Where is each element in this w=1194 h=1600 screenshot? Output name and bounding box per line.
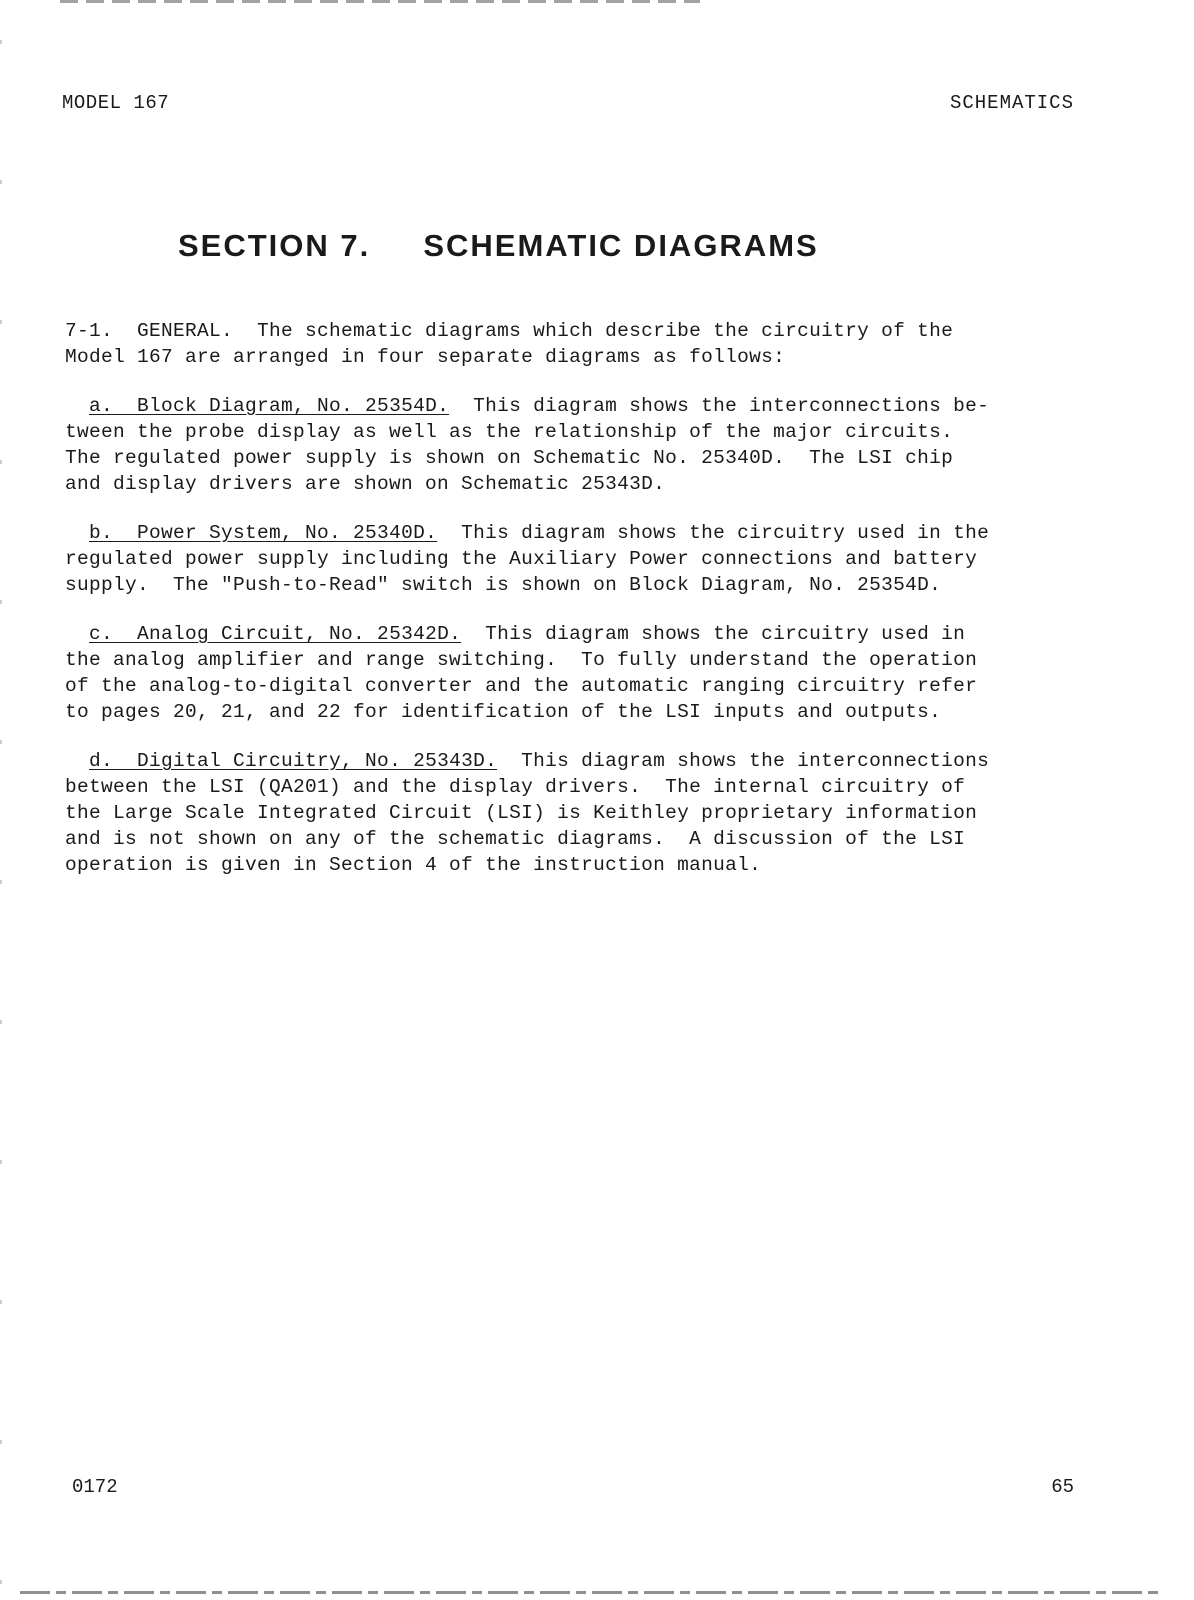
list-item-block-diagram bbox=[65, 393, 1085, 497]
list-item-indent bbox=[65, 522, 89, 544]
running-header-section: SCHEMATICS bbox=[949, 92, 1074, 114]
general-lead: 7-1. GENERAL. bbox=[65, 320, 234, 342]
list-item-body: regulated power supply including the Auxiliary Power connections and battery supply. The "Push-to-Read" switch is shown on Block Diagram, No. 25354D. bbox=[65, 548, 978, 596]
list-item-heading: d. Digital Circuitry, No. 25343D. bbox=[89, 750, 498, 772]
list-item-analog-circuit bbox=[65, 621, 1085, 725]
list-item-heading: c. Analog Circuit, No. 25342D. bbox=[89, 623, 462, 645]
scan-artifact-left bbox=[0, 0, 2, 1600]
list-item-line1: This diagram shows the interconnections be- bbox=[449, 395, 990, 417]
scan-artifact-top bbox=[60, 0, 700, 3]
list-item-line1: This diagram shows the circuitry used in the bbox=[437, 522, 990, 544]
list-item-indent bbox=[65, 750, 89, 772]
list-item-body: between the LSI (QA201) and the display drivers. The internal circuitry of the Large Scale Integrated Circuit (LSI) is Keithley proprietary information and is not shown on any of the schematic diagrams. A discussion of the LSI operation is given in Section 4 of the instruction manual. bbox=[65, 776, 978, 876]
document-body bbox=[65, 318, 1085, 901]
section-number: SECTION 7. bbox=[178, 228, 371, 263]
running-header-model: MODEL 167 bbox=[62, 92, 170, 114]
list-item-indent bbox=[65, 623, 89, 645]
general-paragraph bbox=[65, 318, 1085, 370]
general-line2: Model 167 are arranged in four separate diagrams as follows: bbox=[65, 346, 786, 368]
general-line1: The schematic diagrams which describe the circuitry of the bbox=[233, 320, 954, 342]
page-number: 65 bbox=[1051, 1476, 1074, 1498]
footer-doc-code: 0172 bbox=[72, 1476, 118, 1498]
list-item-body: tween the probe display as well as the relationship of the major circuits. The regulated power supply is shown on Schematic No. 25340D. The LSI chip and display drivers are shown on Schematic 25343D. bbox=[65, 421, 954, 495]
list-item-digital-circuitry bbox=[65, 748, 1085, 878]
list-item-line1: This diagram shows the interconnections bbox=[497, 750, 990, 772]
list-item-power-system bbox=[65, 520, 1085, 598]
section-name: SCHEMATIC DIAGRAMS bbox=[423, 228, 819, 263]
list-item-line1: This diagram shows the circuitry used in bbox=[461, 623, 966, 645]
list-item-heading: b. Power System, No. 25340D. bbox=[89, 522, 438, 544]
section-title bbox=[178, 228, 819, 264]
scan-artifact-bottom bbox=[20, 1591, 1160, 1594]
list-item-body: the analog amplifier and range switching. To fully understand the operation of the analog-to-digital converter and the automatic ranging circuitry refer to pages 20, 21, and 22 for identification of the LSI inputs and outputs. bbox=[65, 649, 978, 723]
list-item-indent bbox=[65, 395, 89, 417]
list-item-heading: a. Block Diagram, No. 25354D. bbox=[89, 395, 450, 417]
